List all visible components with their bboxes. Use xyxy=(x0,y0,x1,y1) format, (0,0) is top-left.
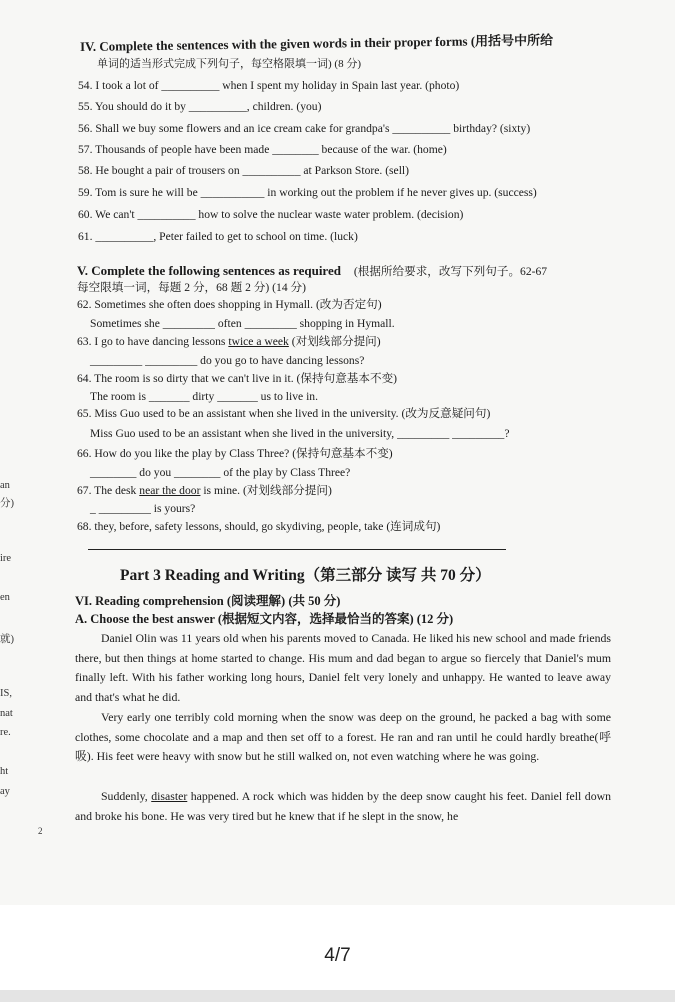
q63-underlined: twice a week xyxy=(228,335,289,348)
q63-text: 63. I go to have dancing lessons xyxy=(77,335,229,348)
answer-62: Sometimes she _________ often _________ shopping in Hymall. xyxy=(90,317,395,330)
margin-fragment: ht xyxy=(0,766,9,777)
question-66: 66. How do you like the play by Class Three? (保持句意基本不变) xyxy=(77,447,393,460)
part3-title: Part 3 Reading and Writing（第三部分 读写 共 70 分） xyxy=(120,567,491,584)
section4-subheading: 单词的适当形式完成下列句子，每空格限填一词) (8 分) xyxy=(97,58,361,70)
margin-fragment: nat xyxy=(0,708,13,719)
margin-fragment: en xyxy=(0,592,10,603)
margin-fragment: 分) xyxy=(0,498,14,509)
paragraph-1: Daniel Olin was 11 years old when his parents moved to Canada. He liked his new school and made friends there, but then things at home started to change. His mum and dad began to argue so fiercely that Daniel's mum finally left. With his father working long hours, Daniel felt very lonely and unhappy. He wanted to leave away and that's what he did. xyxy=(75,631,611,704)
section4-heading: IV. Complete the sentences with the given words in their proper forms (用括号中所给 xyxy=(79,32,554,54)
p3-text: Suddenly, xyxy=(101,789,152,803)
question-64: 64. The room is so dirty that we can't live in it. (保持句意基本不变) xyxy=(77,372,398,385)
margin-fragment: ay xyxy=(0,786,10,797)
answer-65: Miss Guo used to be an assistant when she lived in the university, _________ _________? xyxy=(90,427,510,440)
paragraph-3 xyxy=(75,787,611,826)
bottom-toolbar xyxy=(0,990,675,1002)
reading-heading: VI. Reading comprehension (阅读理解) (共 50 分) xyxy=(75,594,341,608)
answer-67: _ _________ is yours? xyxy=(90,502,196,515)
question-61: 61. __________, Peter failed to get to school on time. (luck) xyxy=(78,230,358,243)
margin-fragment: re. xyxy=(0,727,11,738)
question-63 xyxy=(77,334,381,349)
question-56: 56. Shall we buy some flowers and an ice cream cake for grandpa's __________ birthday? (sixty) xyxy=(78,122,531,135)
question-65: 65. Miss Guo used to be an assistant when she lived in the university. (改为反意疑问句) xyxy=(77,407,491,420)
question-57: 57. Thousands of people have been made ________ because of the war. (home) xyxy=(78,143,447,156)
section5-subheading: 每空限填一词，每题 2 分，68 题 2 分) (14 分) xyxy=(77,281,306,294)
paragraph-2: Very early one terribly cold morning when the snow was deep on the ground, he packed a bag with some clothes, some chocolate and a map and then set off to a forest. He ran and ran until he could hardly breathe(呼吸). His feet were heavy with snow but he still walked on, not even watching where he was going. xyxy=(75,710,611,764)
q67-note: is mine. (对划线部分提问) xyxy=(200,484,332,497)
answer-line-68 xyxy=(88,549,506,550)
p3-underlined: disaster xyxy=(151,789,188,803)
answer-64: The room is _______ dirty _______ us to live in. xyxy=(90,390,318,403)
question-68: 68. they, before, safety lessons, should, go skydiving, people, take (连词成句) xyxy=(77,520,441,533)
margin-fragment: 就) xyxy=(0,634,14,645)
section5-heading-en: V. Complete the following sentences as required xyxy=(77,263,341,278)
question-58: 58. He bought a pair of trousers on __________ at Parkson Store. (sell) xyxy=(78,164,410,177)
section5-heading-cn: (根据所给要求，改写下列句子。62-67 xyxy=(353,265,548,278)
question-55: 55. You should do it by __________, children. (you) xyxy=(78,100,322,113)
question-62: 62. Sometimes she often does shopping in Hymall. (改为否定句) xyxy=(77,298,382,311)
choose-best-heading: A. Choose the best answer (根据短文内容，选择最恰当的答案) (12 分) xyxy=(75,612,454,626)
section5-heading xyxy=(77,263,547,279)
question-60: 60. We can't __________ how to solve the nuclear waste water problem. (decision) xyxy=(78,208,464,221)
answer-63: _________ _________ do you go to have dancing lessons? xyxy=(90,354,365,367)
margin-fragment: ire xyxy=(0,553,12,564)
question-54: 54. I took a lot of __________ when I spent my holiday in Spain last year. (photo) xyxy=(78,79,460,92)
margin-fragment: an xyxy=(0,480,10,491)
p3-rest: happened. A rock which was hidden by the deep snow caught his feet. Daniel fell down and broke his bone. He was very tired but he knew that if he slept in the snow, he xyxy=(75,789,612,823)
page-number: 2 xyxy=(38,826,43,836)
answer-66: ________ do you ________ of the play by Class Three? xyxy=(90,466,351,479)
q67-text: 67. The desk xyxy=(77,484,140,497)
question-67 xyxy=(77,483,332,498)
margin-fragment: IS, xyxy=(0,688,12,699)
question-59: 59. Tom is sure he will be ___________ in working out the problem if he never gives up. (success) xyxy=(78,186,537,199)
q63-note: (对划线部分提问) xyxy=(288,335,381,348)
q67-underlined: near the door xyxy=(139,484,201,497)
page-indicator: 4/7 xyxy=(324,945,351,966)
